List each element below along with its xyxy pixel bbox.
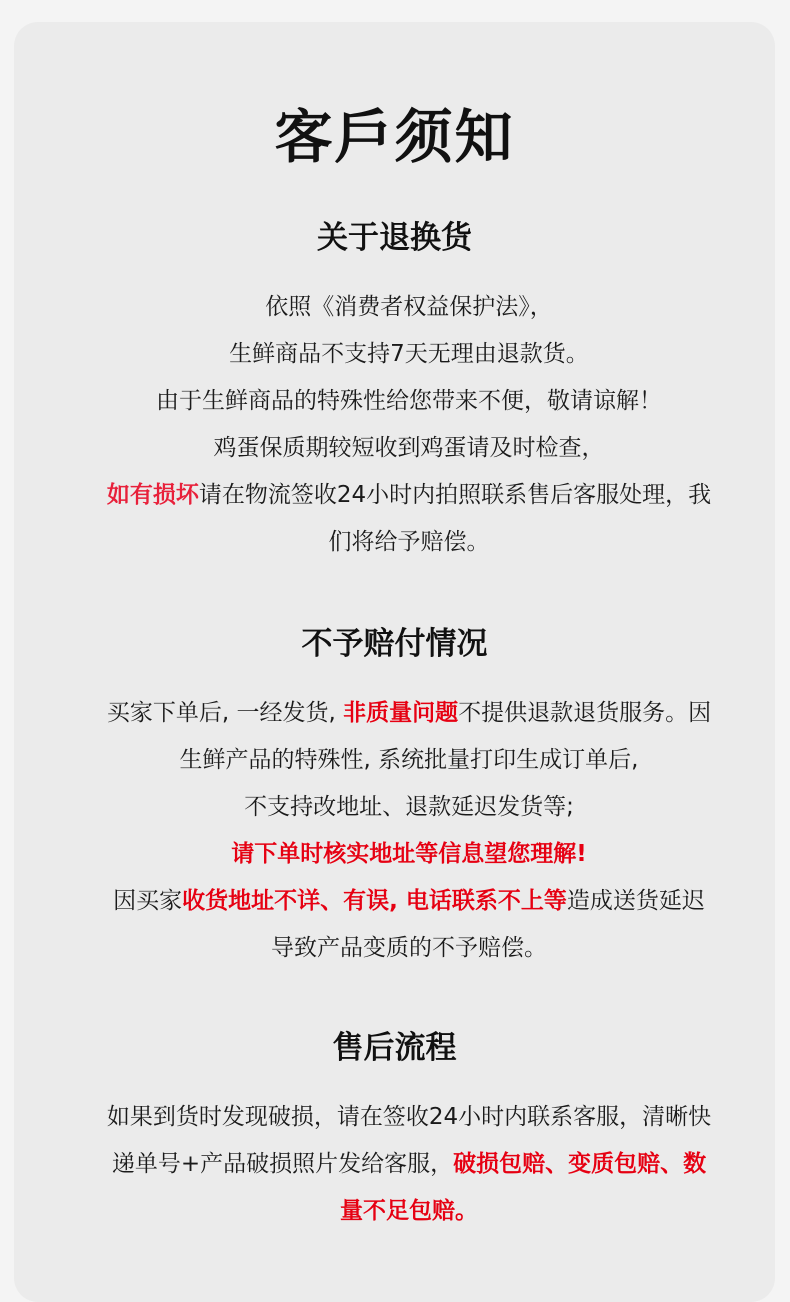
text-line: 生鲜商品不支持7天无理由退款货。: [229, 341, 589, 367]
damage-highlight: 如有损坏: [106, 482, 199, 508]
compensation-highlight: 破损包赔、变质包赔、数: [453, 1151, 707, 1177]
text-line: 如果到货时发现破损，请在签收24小时内联系客服，清晰快: [106, 1104, 712, 1130]
page-title: 客戶须知: [268, 100, 520, 174]
text-line: 导致产品变质的不予赔偿。: [271, 935, 547, 961]
section-heading-no-compensation: 不予赔付情况: [301, 626, 488, 662]
returns-paragraph: [54, 284, 764, 566]
text-line: 由于生鲜商品的特殊性给您带来不便，敬请谅解！: [156, 388, 662, 414]
non-quality-highlight: 非质量问题: [343, 700, 459, 726]
text-line: 不支持改地址、退款延迟发货等;: [244, 794, 574, 820]
text-line: 量不足包赔。: [340, 1198, 478, 1224]
text-line: 如有损坏请在物流签收24小时内拍照联系售后客服处理，我: [106, 482, 712, 508]
text-line: 因买家收货地址不详、有误, 电话联系不上等造成送货延迟: [113, 888, 705, 914]
section-heading-after-sales: 售后流程: [332, 1030, 457, 1066]
title-block: [14, 100, 775, 174]
text-line: 鸡蛋保质期较短收到鸡蛋请及时检查，: [213, 435, 605, 461]
address-error-highlight: 收货地址不详、有误, 电话联系不上等: [182, 888, 567, 914]
text-line: 们将给予赔偿。: [328, 529, 490, 555]
text-line: 依照《消费者权益保护法》，: [265, 294, 553, 320]
text-line: 请下单时核实地址等信息望您理解!: [231, 841, 587, 867]
after-sales-paragraph: [54, 1094, 764, 1235]
text-line: 生鲜产品的特殊性, 系统批量打印生成订单后,: [179, 747, 639, 773]
text-line: 买家下单后, 一经发货, 非质量问题不提供退款退货服务。因: [106, 700, 712, 726]
notice-card: [14, 22, 775, 1302]
no-compensation-paragraph: [54, 690, 764, 972]
text-line: 递单号+产品破损照片发给客服，破损包赔、变质包赔、数: [111, 1151, 707, 1177]
section-heading-returns: 关于退换货: [317, 220, 472, 256]
